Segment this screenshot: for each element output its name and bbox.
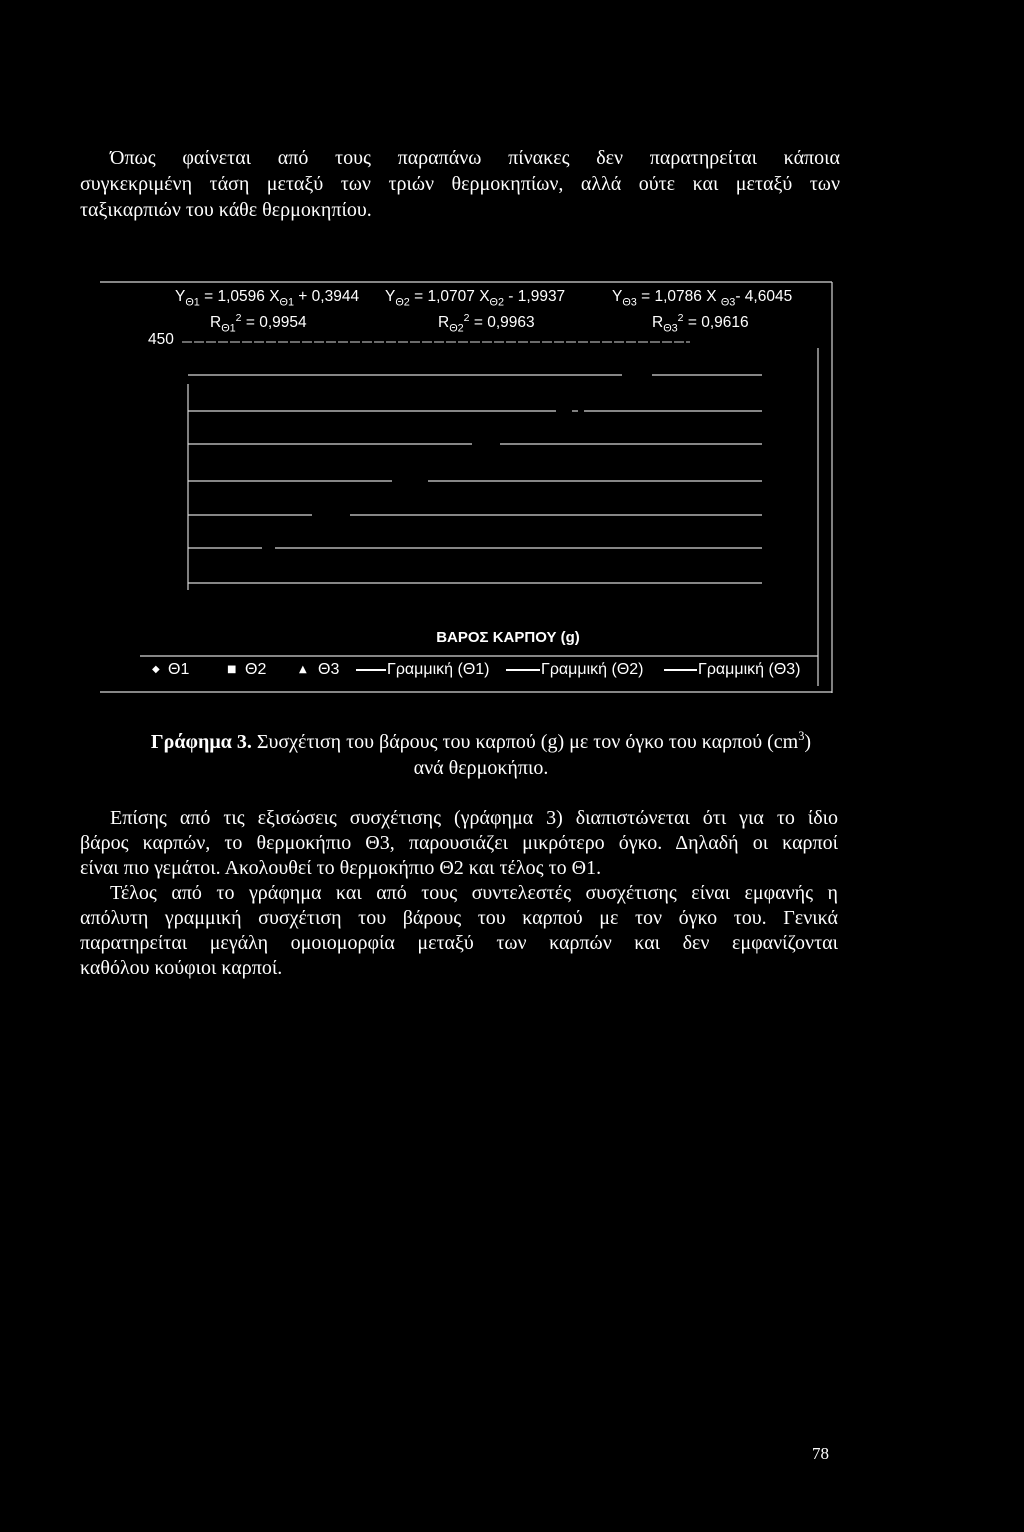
paragraph-line: Όπως φαίνεται από τους παραπάνω πίνακες δεν παρατηρείται κάποια [110,147,840,169]
r-squared-theta1 [210,313,307,333]
r-symbol: R [438,314,450,331]
legend-label-theta1: Θ1 [168,661,190,678]
x-axis-title: ΒΑΡΟΣ ΚΑΡΠΟΥ (g) [436,629,580,646]
square-marker-icon: ■ [227,664,237,675]
regression-equation-theta3 [612,287,792,307]
figure-caption [100,729,862,755]
legend-label-trendline-theta2: Γραμμική (Θ2) [541,661,644,678]
equation-coefficient: = 1,0707 X [409,288,490,305]
paragraph-line: ταξικαρπιών του κάθε θερμοκηπίου. [80,199,372,221]
equation-coefficient: = 1,0596 X [199,288,280,305]
caption-closing: ) [804,731,812,753]
legend-label-trendline-theta3: Γραμμική (Θ3) [698,661,801,678]
equation-intercept: - 4,6045 [735,288,793,305]
r-subscript: Θ1 [221,322,236,335]
r-symbol: R [652,314,664,331]
equation-y-subscript: Θ3 [622,296,637,309]
caption-text: Συσχέτιση του βάρους του καρπού (g) με τον όγκο του καρπού (cm [251,731,799,753]
r-subscript: Θ2 [449,322,464,335]
r-superscript: 2 [463,312,470,325]
equation-x-subscript: Θ3 [720,296,736,309]
equation-x-subscript: Θ1 [279,296,294,309]
r-superscript: 2 [677,312,684,325]
legend-label-theta2: Θ2 [245,661,267,678]
paragraph-line: Επίσης από τις εξισώσεις συσχέτισης (γράφημα 3) διαπιστώνεται ότι για το ίδιο [110,807,838,829]
equation-y: Y [175,288,186,305]
diamond-marker-icon: ◆ [152,664,160,675]
r-value: = 0,9616 [683,314,749,331]
paragraph-line: Τέλος από το γράφημα και από τους συντελεστές συσχέτισης είναι εμφανής η [110,882,838,904]
y-axis-tick-label: 450 [148,331,174,348]
equation-y: Y [612,288,623,305]
triangle-marker-icon: ▲ [299,664,307,675]
equation-intercept: + 0,3944 [294,288,360,305]
r-value: = 0,9963 [469,314,535,331]
paragraph-line: είναι πιο γεμάτοι. Ακολουθεί το θερμοκήπιο Θ2 και τέλος το Θ1. [80,857,602,879]
regression-equation-theta2 [385,287,565,307]
caption-label: Γράφημα 3. [150,731,252,753]
paragraph-line: βάρος καρπών, το θερμοκήπιο Θ3, παρουσιάζει μικρότερο όγκο. Δηλαδή οι καρποί [80,832,838,854]
figure-frame-lines [0,0,1024,720]
paragraph-line: καθόλου κούφιοι καρποί. [80,957,283,979]
paragraph-line: παρατηρείται μεγάλη ομοιομορφία μεταξύ των καρπών και δεν εμφανίζονται [80,932,838,954]
r-subscript: Θ3 [663,322,678,335]
paragraph-line: απόλυτη γραμμική συσχέτιση του βάρους του καρπού με τον όγκο του. Γενικά [80,907,838,929]
equation-y-subscript: Θ1 [185,296,200,309]
r-squared-theta3 [652,313,749,333]
paragraph-line: συγκεκριμένη τάση μεταξύ των τριών θερμοκηπίων, αλλά ούτε και μεταξύ των [80,173,840,195]
r-superscript: 2 [235,312,242,325]
equation-coefficient: = 1,0786 X [636,288,721,305]
r-value: = 0,9954 [241,314,307,331]
equation-x-subscript: Θ2 [489,296,504,309]
r-squared-theta2 [438,313,535,333]
legend-label-theta3: Θ3 [318,661,340,678]
figure-caption-line-2: ανά θερμοκήπιο. [413,757,549,779]
equation-intercept: - 1,9937 [504,288,566,305]
equation-y-subscript: Θ2 [395,296,410,309]
regression-equation-theta1 [175,287,359,307]
page-number: 78 [812,1444,829,1463]
r-symbol: R [210,314,222,331]
equation-y: Y [385,288,396,305]
legend-label-trendline-theta1: Γραμμική (Θ1) [387,661,490,678]
caption-superscript: 3 [798,728,805,743]
